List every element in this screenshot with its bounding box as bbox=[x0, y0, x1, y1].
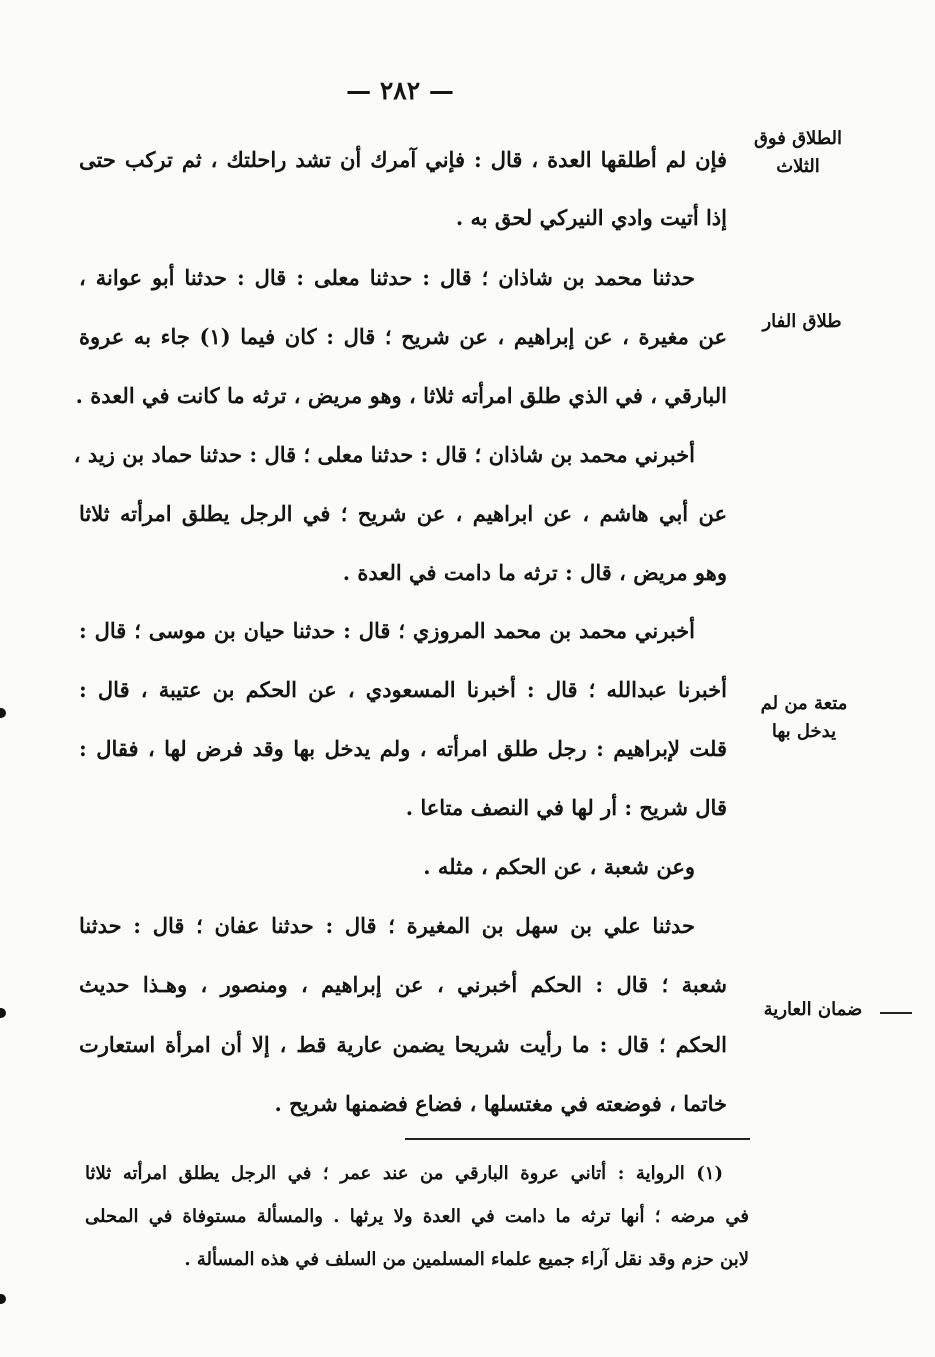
scan-edge-mark bbox=[0, 708, 6, 718]
margin-note-sick-man-divorce: طلاق الفار bbox=[762, 311, 842, 332]
text-line: عن أبي هاشم ، عن ابراهيم ، عن شريح ؛ في الرجل يطلق امرأته ثلاثا bbox=[79, 501, 727, 526]
scan-edge-mark bbox=[0, 1294, 6, 1304]
text-line: أخبرني محمد بن شاذان ؛ قال : حدثنا معلى ؛ قال : حدثنا حماد بن زيد ، bbox=[73, 442, 695, 467]
footnote-line: لابن حزم وقد نقل آراء جميع علماء المسلمين من السلف في هذه المسألة . bbox=[184, 1249, 749, 1270]
footnote-line: في مرضه ؛ أنها ترثه ما دامت في العدة ولا يرثها . والمسألة مستوفاة في المحلى bbox=[85, 1206, 749, 1227]
scan-edge-mark bbox=[0, 1008, 6, 1018]
text-line: قلت لإبراهيم : رجل طلق امرأته ، ولم يدخل بها وقد فرض لها ، فقال : bbox=[79, 736, 727, 761]
text-line: قال شريح : أر لها في النصف متاعا . bbox=[405, 795, 727, 820]
text-line: إذا أتيت وادي النيركي لحق به . bbox=[455, 205, 727, 230]
footnote-line: (١) الرواية : أتاني عروة البارقي من عند عمر ؛ في الرجل يطلق امرأته ثلاثا bbox=[85, 1163, 723, 1184]
text-line: فإن لم أطلقها العدة ، قال : فإني آمرك أن تشد راحلتك ، ثم تركب حتى bbox=[79, 147, 727, 172]
text-line: عن مغيرة ، عن إبراهيم ، عن شريح ؛ قال : كان فيما (١) جاء به عروة bbox=[79, 324, 727, 349]
margin-note-unconsummated: متعة من لم يدخل بها bbox=[760, 693, 848, 742]
text-line: البارقي ، في الذي طلق امرأته ثلاثا ، وهو مريض ، ترثه ما كانت في العدة . bbox=[75, 383, 727, 408]
text-line: شعبة ؛ قال : الحكم أخبرني ، عن إبراهيم ، ومنصور ، وهـذا حديث bbox=[79, 972, 727, 997]
footnote-rule bbox=[405, 1138, 750, 1140]
page-number: — ٢٨٢ — bbox=[346, 76, 454, 105]
margin-pointer bbox=[880, 1012, 912, 1014]
text-line: أخبرني محمد بن محمد المروزي ؛ قال : حدثنا حيان بن موسى ؛ قال : bbox=[79, 618, 695, 643]
margin-note-borrowed-liability: ضمان العارية bbox=[763, 999, 863, 1020]
text-line: أخبرنا عبدالله ؛ قال : أخبرنا المسعودي ، عن الحكم بن عتيبة ، قال : bbox=[79, 677, 727, 702]
text-line: حدثنا محمد بن شاذان ؛ قال : حدثنا معلى : قال : حدثنا أبو عوانة ، bbox=[79, 265, 695, 290]
text-line: وهو مريض ، قال : ترثه ما دامت في العدة . bbox=[342, 560, 727, 585]
margin-note-triple-divorce: الطلاق فوق الثلاث bbox=[753, 128, 843, 177]
text-line: حدثنا علي بن سهل بن المغيرة ؛ قال : حدثنا عفان ؛ قال : حدثنا bbox=[79, 913, 695, 938]
text-line: وعن شعبة ، عن الحكم ، مثله . bbox=[423, 854, 695, 879]
text-line: خاتما ، فوضعته في مغتسلها ، فضاع فضمنها شريح . bbox=[274, 1091, 727, 1116]
text-line: الحكم ؛ قال : ما رأيت شريحا يضمن عارية قط ، إلا أن امرأة استعارت bbox=[79, 1032, 727, 1057]
